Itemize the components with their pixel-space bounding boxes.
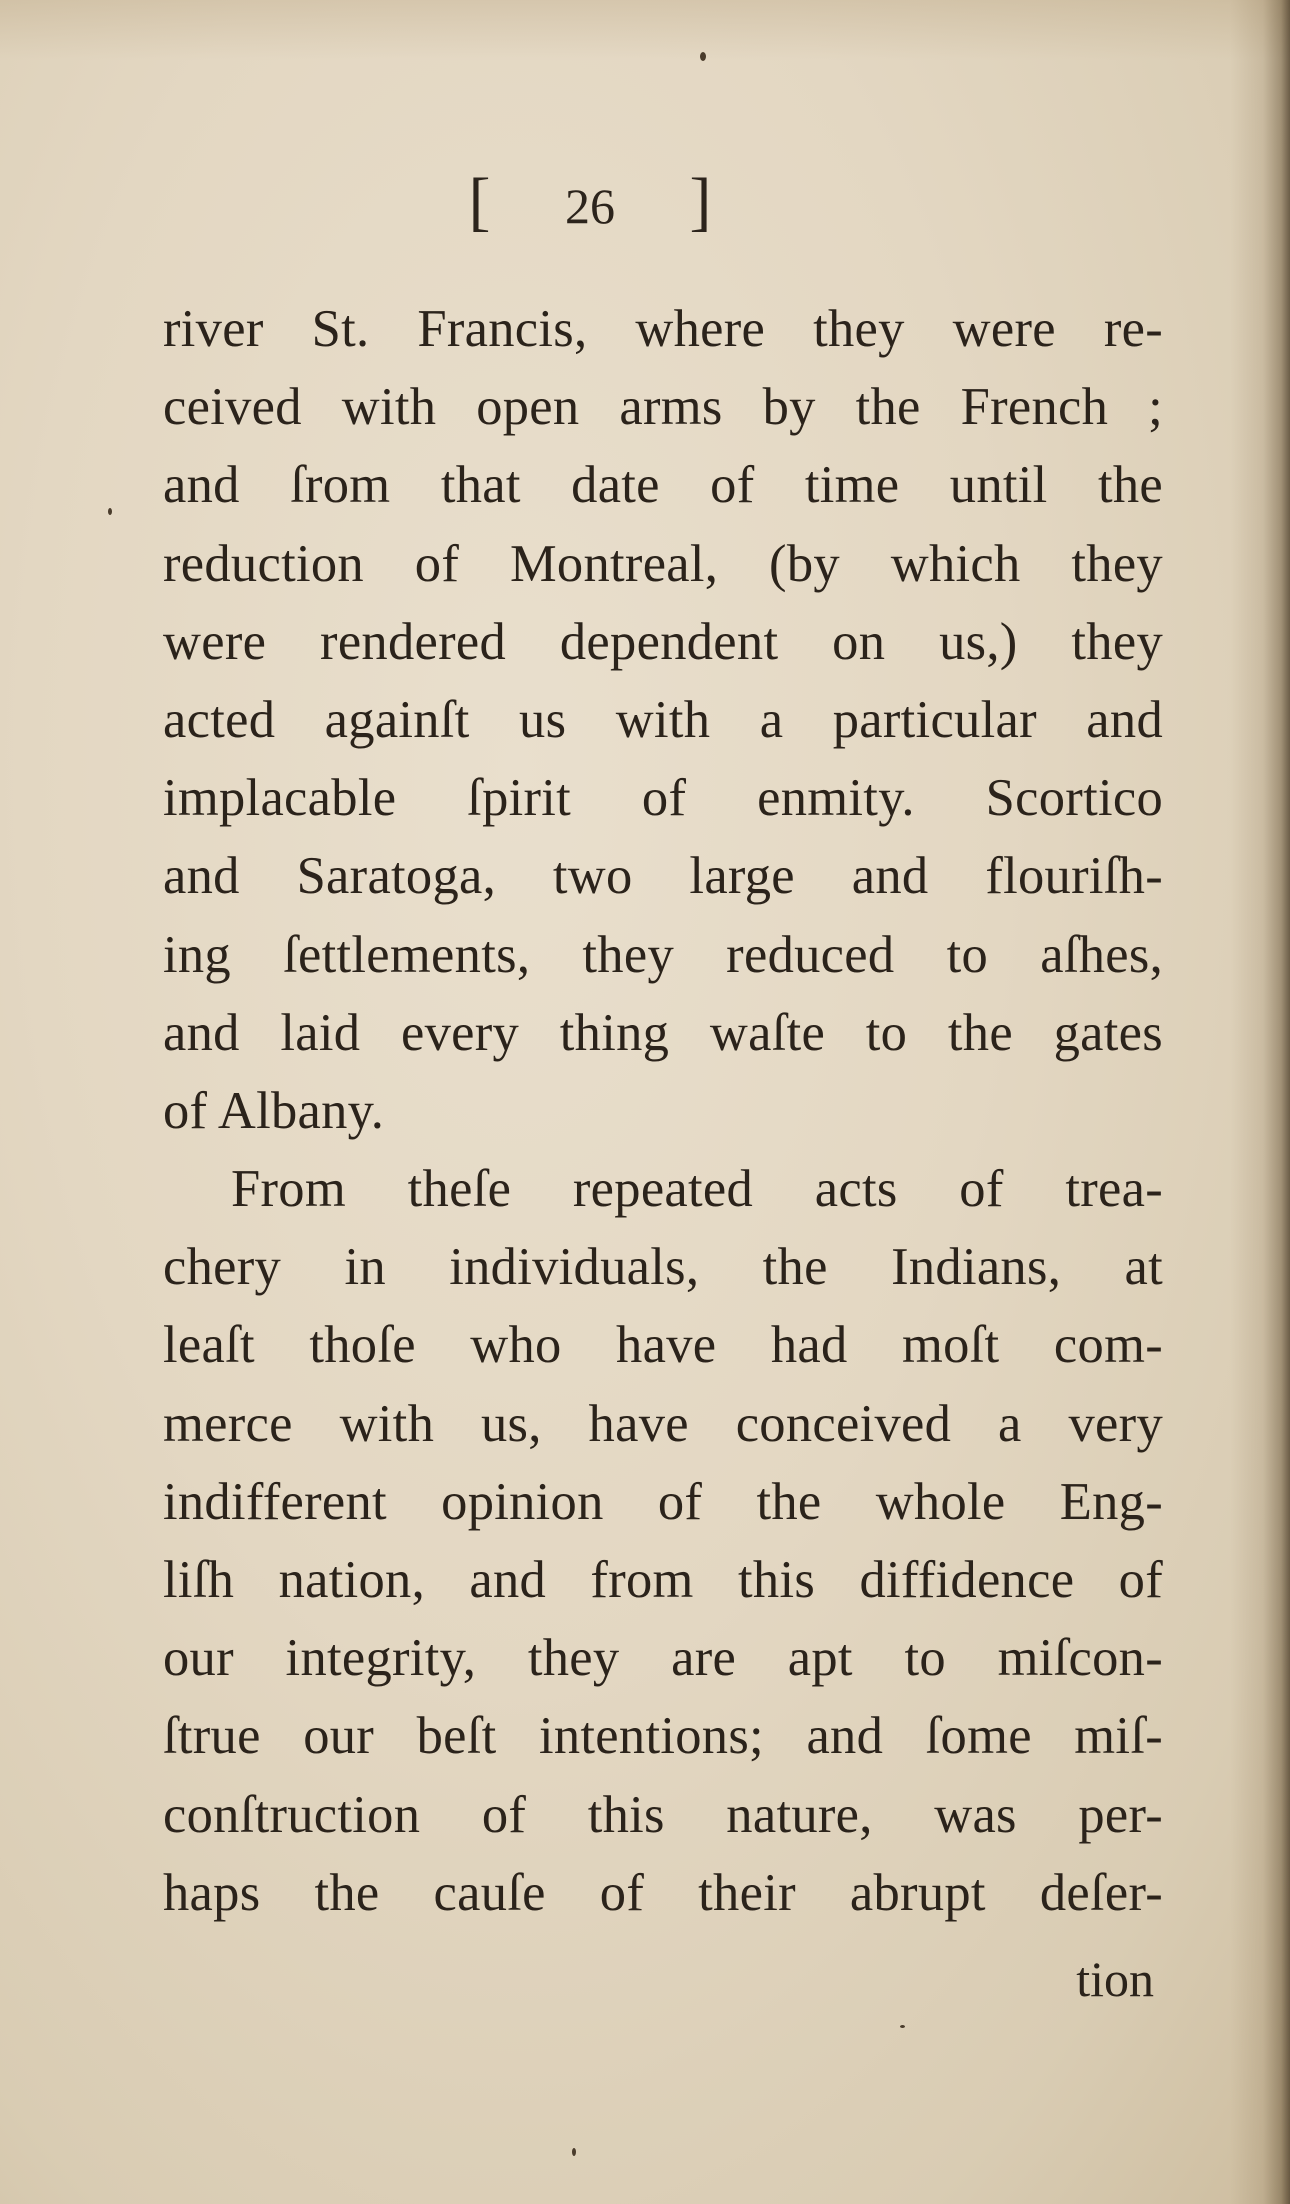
paragraph-start-line: From theſe repeated acts of trea- [231, 1160, 1163, 1219]
text-line: reduction of Montreal, (by which they [163, 534, 1163, 593]
text-line: merce with us, have conceived a very [163, 1394, 1163, 1453]
page-header [0, 165, 1180, 238]
catchword: tion [1076, 1951, 1154, 2007]
header-right-bracket: ] [689, 165, 712, 238]
text-line: chery in individuals, the Indians, at [163, 1238, 1163, 1297]
text-line: leaſt thoſe who have had moſt com- [163, 1316, 1163, 1375]
text-line: liſh nation, and from this diffidence of [163, 1551, 1163, 1609]
text-line: river St. Francis, where they were re- [163, 300, 1163, 358]
text-line: haps the cauſe of their abrupt deſer- [163, 1863, 1163, 1922]
text-line: implacable ſpirit of enmity. Scortico [163, 769, 1163, 828]
body-text [163, 290, 1163, 1932]
text-line: acted againſt us with a particular and [163, 690, 1163, 749]
text-line: and laid every thing waſte to the gates [163, 1003, 1163, 1062]
text-line: ſtrue our beſt intentions; and ſome miſ- [163, 1707, 1163, 1766]
ink-speck [700, 52, 706, 61]
header-left-bracket: [ [468, 165, 491, 238]
text-line: our integrity, they are apt to miſcon- [163, 1629, 1163, 1688]
ink-speck [572, 2148, 576, 2156]
text-line: ceived with open arms by the French ; [163, 378, 1163, 437]
text-line: and ſrom that date of time until the [163, 456, 1163, 515]
ink-speck [900, 2025, 905, 2028]
text-line: and Saratoga, two large and flouriſh- [163, 847, 1163, 906]
ink-speck [108, 508, 112, 515]
text-line: conſtruction of this nature, was per- [163, 1785, 1163, 1844]
text-line: were rendered dependent on us,) they [163, 612, 1163, 671]
text-line: indifferent opinion of the whole Eng- [163, 1472, 1163, 1531]
text-line: ing ſettlements, they reduced to aſhes, [163, 925, 1163, 984]
paragraph-end-line: of Albany. [163, 1081, 385, 1140]
page-number: 26 [565, 178, 615, 234]
